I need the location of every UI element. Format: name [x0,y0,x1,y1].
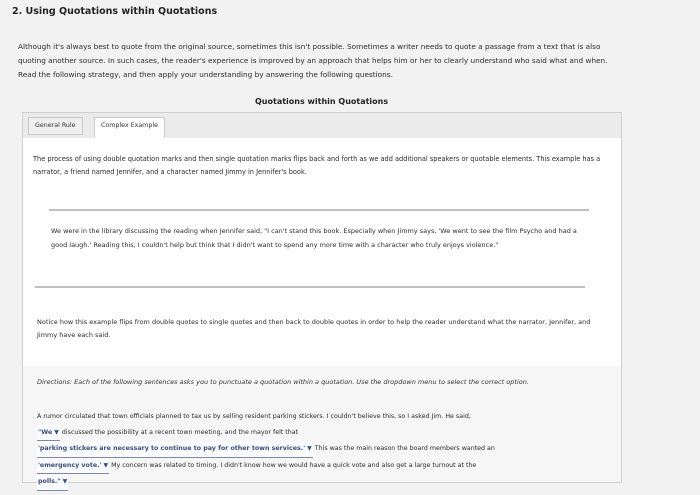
complex-note: Notice how this example flips from double quotes to single quotes and then back to double quotes in order to help the reader understand what the narrator, Jennifer, and Jimmy have each said. [37,318,591,339]
chevron-down-icon: ▼ [103,461,109,469]
example-quote: We were in the library discussing the reading when Jennifer said, "I can't stand this book. Especially when Jimmy says, 'We went to see the film Psycho and had a good laugh.' Reading this, I couldn't help but think that I didn't want to spend any more time with a character who truly enjoys violence." [51,227,577,249]
exercise-text: My concern was related to timing. I didn't know how we would have a quick vote and also get a large turnout at the [111,461,477,469]
tab-complex-example[interactable]: Complex Example [94,117,165,138]
dropdown-value: "We [38,428,53,436]
exercise-lead: A rumor circulated that town officials planned to tax us by selling resident parking stickers. I couldn't believe this, so I asked Jim. He said, [37,413,471,420]
quote-dropdown-3[interactable] [37,458,109,475]
quote-dropdown-2[interactable] [37,441,313,458]
quote-dropdown-4[interactable] [37,474,68,491]
quotations-heading: Quotations within Quotations [255,97,389,106]
tab-panel [22,112,622,483]
tab-content [23,138,621,366]
dropdown-value: 'parking stickers are necessary to continue to pay for other town services.' [38,445,306,452]
exercise-text: This was the main reason the board members wanted an [314,445,495,452]
exercise-text: discussed the possibility at a recent town meeting, and the mayor felt that [61,428,299,436]
divider [49,209,589,211]
directions-text: Directions: Each of the following sentences asks you to punctuate a quotation within a quotation. Use the dropdown menu to select the correct option. [37,378,529,386]
quote-dropdown-1[interactable] [37,425,60,442]
tab-general-rule[interactable]: General Rule [28,117,83,135]
intro-paragraph: Although it's always best to quote from the original source, sometimes this isn't possible. Sometimes a writer needs to quote a passage from a text that is also quoting another source. In such cases, the reader's experience is improved by an approach that helps him or her to clearly understand who said what and when. Read the following strategy, and then apply your understanding by answering the following questions. [18,42,608,79]
dropdown-value: polls." [38,478,61,485]
tab-bar [23,113,621,139]
section-title: 2. Using Quotations within Quotations [12,6,218,17]
complex-explanation: The process of using double quotation marks and then single quotation marks flips back and forth as we add additional speakers or quotable elements. This example has a narrator, a friend named Jennifer, and a character named Jimmy in Jennifer's book. [33,155,601,176]
dropdown-value: 'emergency vote.' [38,461,102,469]
chevron-down-icon: ▼ [54,428,59,436]
chevron-down-icon: ▼ [62,478,68,485]
divider [35,286,585,288]
exercise-paragraph [37,409,612,491]
chevron-down-icon: ▼ [307,445,312,452]
